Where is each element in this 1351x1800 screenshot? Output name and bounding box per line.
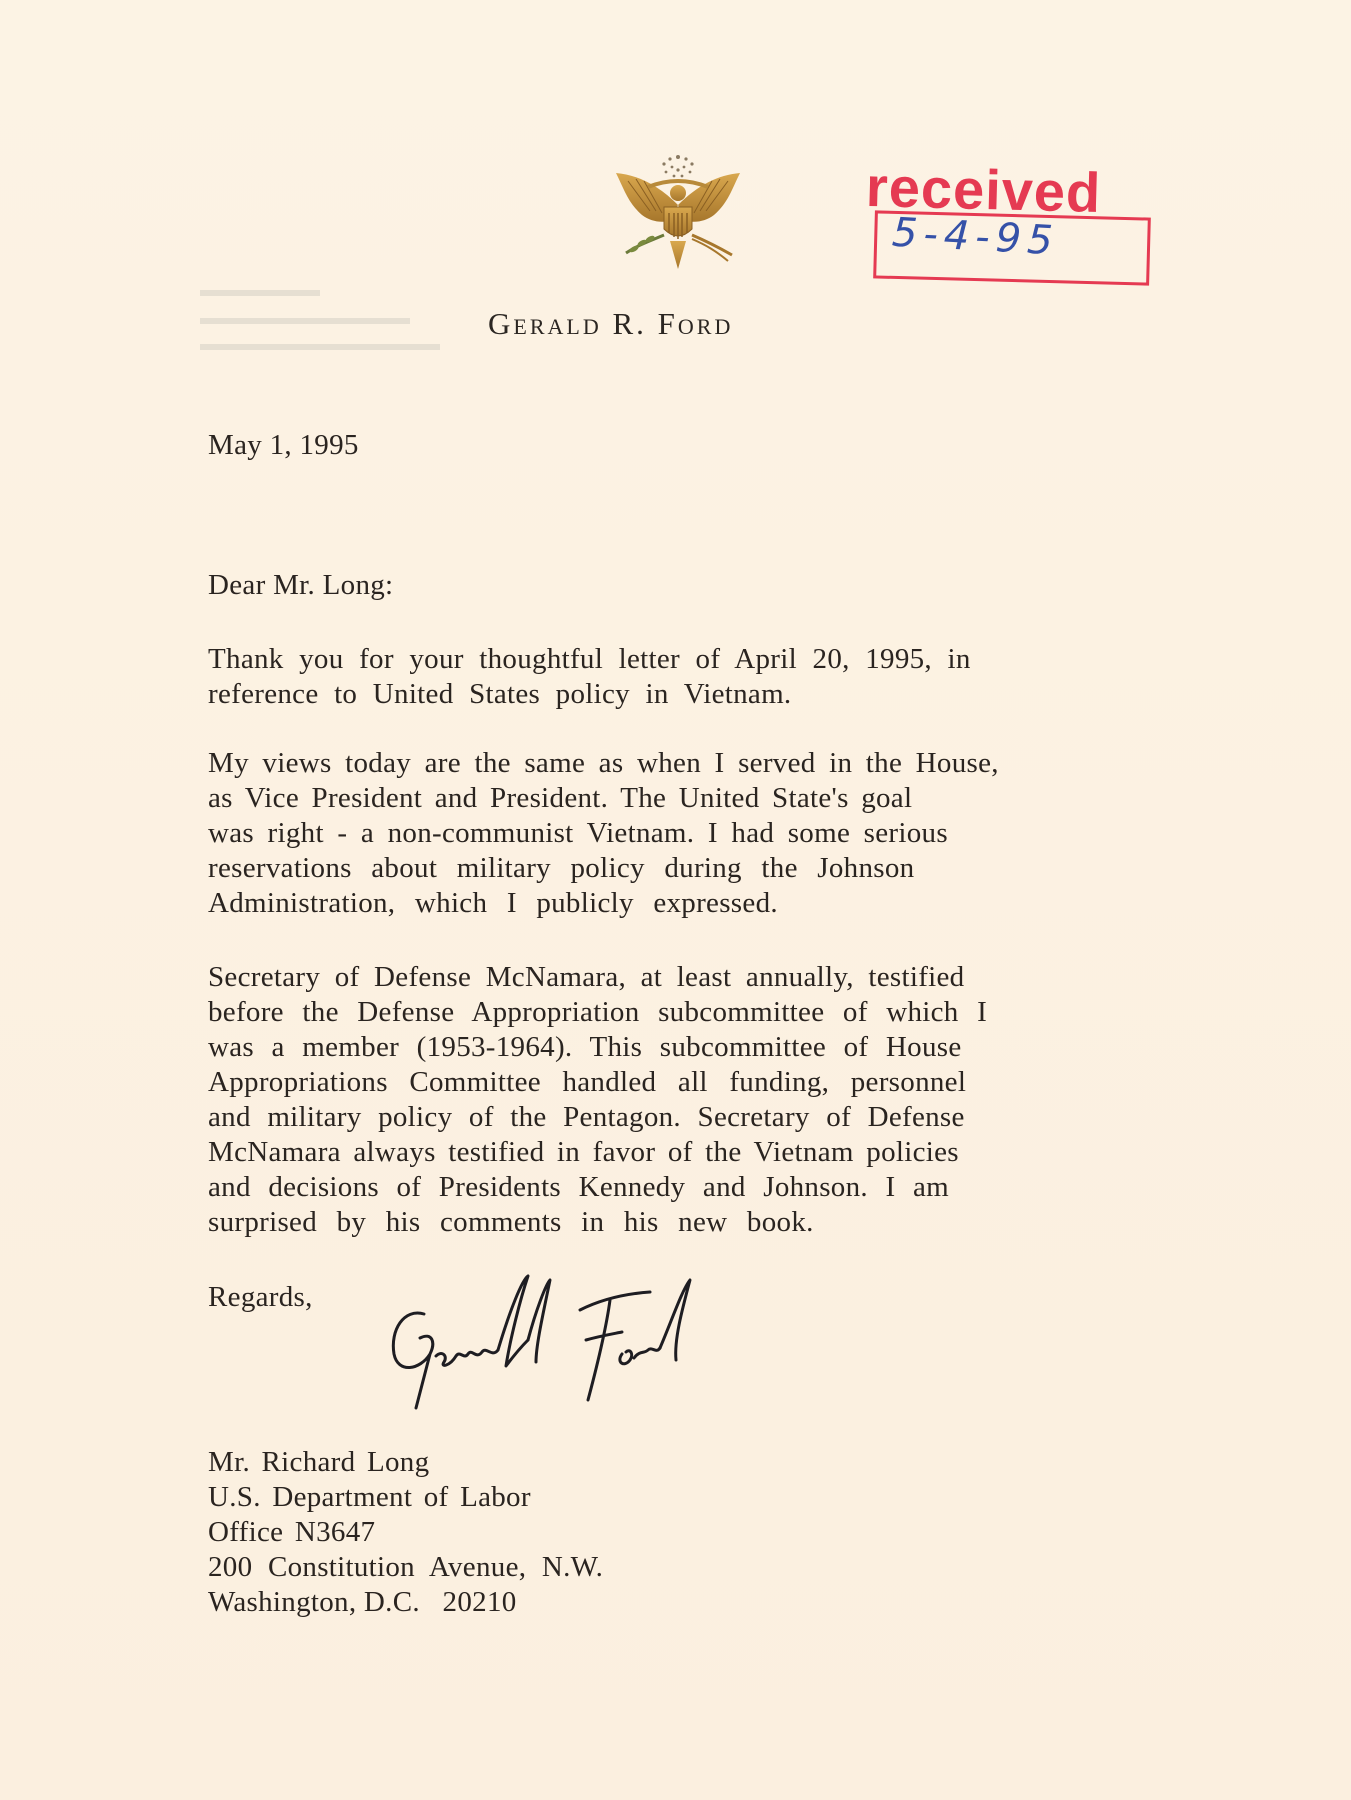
paragraph-line: and decisions of Presidents Kennedy and Johnson. I am [208,1171,950,1203]
recipient-address [208,1445,603,1620]
paragraph-line: reservations about military policy during the Johnson [208,852,915,884]
received-stamp [865,154,1151,280]
paragraph-line: was right - a non-communist Vietnam. I had some serious [208,817,948,849]
paragraph-line: surprised by his comments in his new book. [208,1206,814,1238]
stamp-label: received [865,154,1103,225]
address-line: Mr. Richard Long [208,1446,430,1478]
letter-date: May 1, 1995 [208,429,359,461]
paragraph-line: was a member (1953-1964). This subcommittee of House [208,1031,962,1063]
address-line: Office N3647 [208,1516,376,1548]
paragraph-3 [208,960,987,1240]
address-line: 200 Constitution Avenue, N.W. [208,1551,604,1583]
paragraph-1 [208,642,971,712]
closing: Regards, [208,1281,313,1313]
address-line: Washington, D.C. 20210 [208,1586,517,1618]
paragraph-line: McNamara always testified in favor of the Vietnam policies [208,1136,959,1168]
presidential-seal-icon [598,145,758,280]
stamp-date: 5-4-95 [890,209,1060,265]
salutation: Dear Mr. Long: [208,569,394,601]
signature [360,1270,740,1420]
paragraph-line: as Vice President and President. The United State's goal [208,782,913,814]
paragraph-line: Appropriations Committee handled all funding, personnel [208,1066,967,1098]
paragraph-line: Secretary of Defense McNamara, at least annually, testified [208,961,965,993]
paragraph-line: reference to United States policy in Vietnam. [208,678,792,710]
paragraph-2 [208,746,999,921]
paragraph-line: and military policy of the Pentagon. Secretary of Defense [208,1101,965,1133]
show-through-marks [200,280,470,360]
paragraph-line: My views today are the same as when I served in the House, [208,747,999,779]
letterhead-name: Gerald R. Ford [488,306,734,341]
address-line: U.S. Department of Labor [208,1481,531,1513]
paragraph-line: Administration, which I publicly expressed. [208,887,778,919]
paragraph-line: Thank you for your thoughtful letter of April 20, 1995, in [208,643,971,675]
paragraph-line: before the Defense Appropriation subcommittee of which I [208,996,988,1028]
